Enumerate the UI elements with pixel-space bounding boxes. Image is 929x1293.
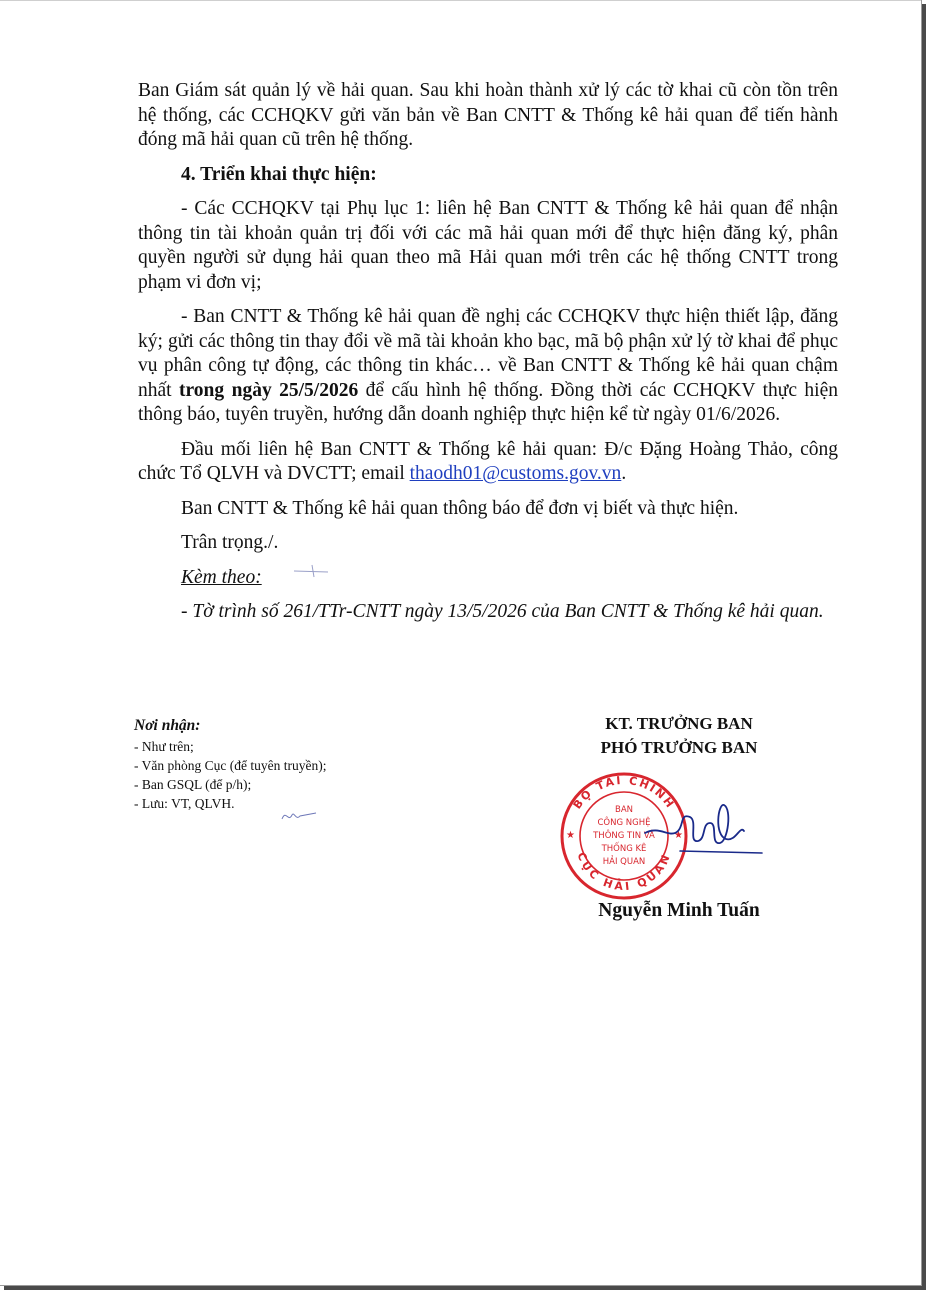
initial-mark-icon (292, 563, 332, 579)
signer-name: Nguyễn Minh Tuấn (598, 900, 760, 921)
bullet2-text-start: - Ban CNTT & Thống kê hải quan đề nghị các CCHQKV thực hiện thiết lập, đăng ký; gửi các thông tin thay đổi về mã tài khoản kho bạc, mã bộ phận xử lý tờ khai để phục vụ phân công tự động, các thông tin khác… về Ban CNTT & Thống kê hải quan chậm nhất (138, 306, 838, 401)
contact-period: . (621, 463, 627, 484)
contact-text: Đầu mối liên hệ Ban CNTT & Thống kê hải quan: Đ/c Đặng Hoàng Thảo, công chức Tổ QLVH và DVCTT; email (138, 438, 838, 484)
regards-line: Trân trọng./. (181, 532, 279, 553)
svg-text:★: ★ (674, 830, 683, 841)
page-top-edge (0, 0, 921, 1)
notice-paragraph: Ban CNTT & Thống kê hải quan thông báo để đơn vị biết và thực hiện. (181, 497, 739, 519)
bullet2-text-end: để cấu hình hệ thống. Đồng thời các CCHQKV thực hiện thông báo, tuyên truyền, hướng dẫn doanh nghiệp thực hiện kể từ ngày 01/6/2026. (138, 379, 838, 425)
seal-bottom-text: CỤC HẢI QUAN (574, 850, 674, 894)
contact-email-link[interactable]: thaodh01@customs.gov.vn (409, 463, 622, 484)
recipients-block (134, 715, 454, 813)
svg-text:★: ★ (566, 830, 575, 841)
section-heading: 4. Triển khai thực hiện: (181, 163, 377, 185)
signature-title-line-2: PHÓ TRƯỞNG BAN (600, 738, 758, 757)
recipient-item: - Văn phòng Cục (để tuyên truyền); (134, 758, 327, 773)
recipient-item: - Như trên; (134, 739, 194, 754)
initials-scribble-icon (280, 805, 320, 825)
handwritten-signature-icon (640, 795, 765, 865)
intro-paragraph: Ban Giám sát quản lý về hải quan. Sau khi hoàn thành xử lý các tờ khai cũ còn tồn trên hệ thống, các CCHQKV gửi văn bản về Ban CNTT & Thống kê hải quan để tiến hành đóng mã hải quan cũ trên hệ thống. (138, 80, 838, 150)
deadline-bold: trong ngày 25/5/2026 (179, 379, 359, 401)
attachment-label: Kèm theo: (181, 566, 262, 588)
seal-inner-line: THỐNG KÊ (601, 844, 647, 854)
seal-inner-line: HẢI QUAN (602, 857, 646, 867)
bullet-paragraph-2 (138, 305, 838, 428)
signature-title-line-1: KT. TRƯỞNG BAN (605, 714, 753, 733)
seal-inner-line: THÔNG TIN VÀ (593, 831, 655, 841)
seal-inner-line: CÔNG NGHỆ (597, 818, 651, 828)
recipient-item: - Ban GSQL (để p/h); (134, 777, 252, 792)
signature-block (560, 712, 798, 760)
recipients-title: Nơi nhận: (134, 717, 201, 734)
bullet-paragraph-1: - Các CCHQKV tại Phụ lục 1: liên hệ Ban CNTT & Thống kê hải quan để nhận thông tin tài khoản quản trị đối với các mã hải quan mới để thực hiện đăng ký, phân quyền người sử dụng hải quan theo mã Hải quan mới trên các hệ thống CNTT trong phạm vi đơn vị; (138, 198, 838, 293)
contact-paragraph (138, 438, 838, 487)
attachment-item: - Tờ trình số 261/TTr-CNTT ngày 13/5/2026 của Ban CNTT & Thống kê hải quan. (181, 601, 824, 622)
document-body (138, 79, 838, 625)
seal-inner-line: BAN (614, 805, 634, 815)
seal-top-text: BỘ TÀI CHÍNH (570, 773, 678, 812)
recipient-item: - Lưu: VT, QLVH. (134, 796, 235, 811)
